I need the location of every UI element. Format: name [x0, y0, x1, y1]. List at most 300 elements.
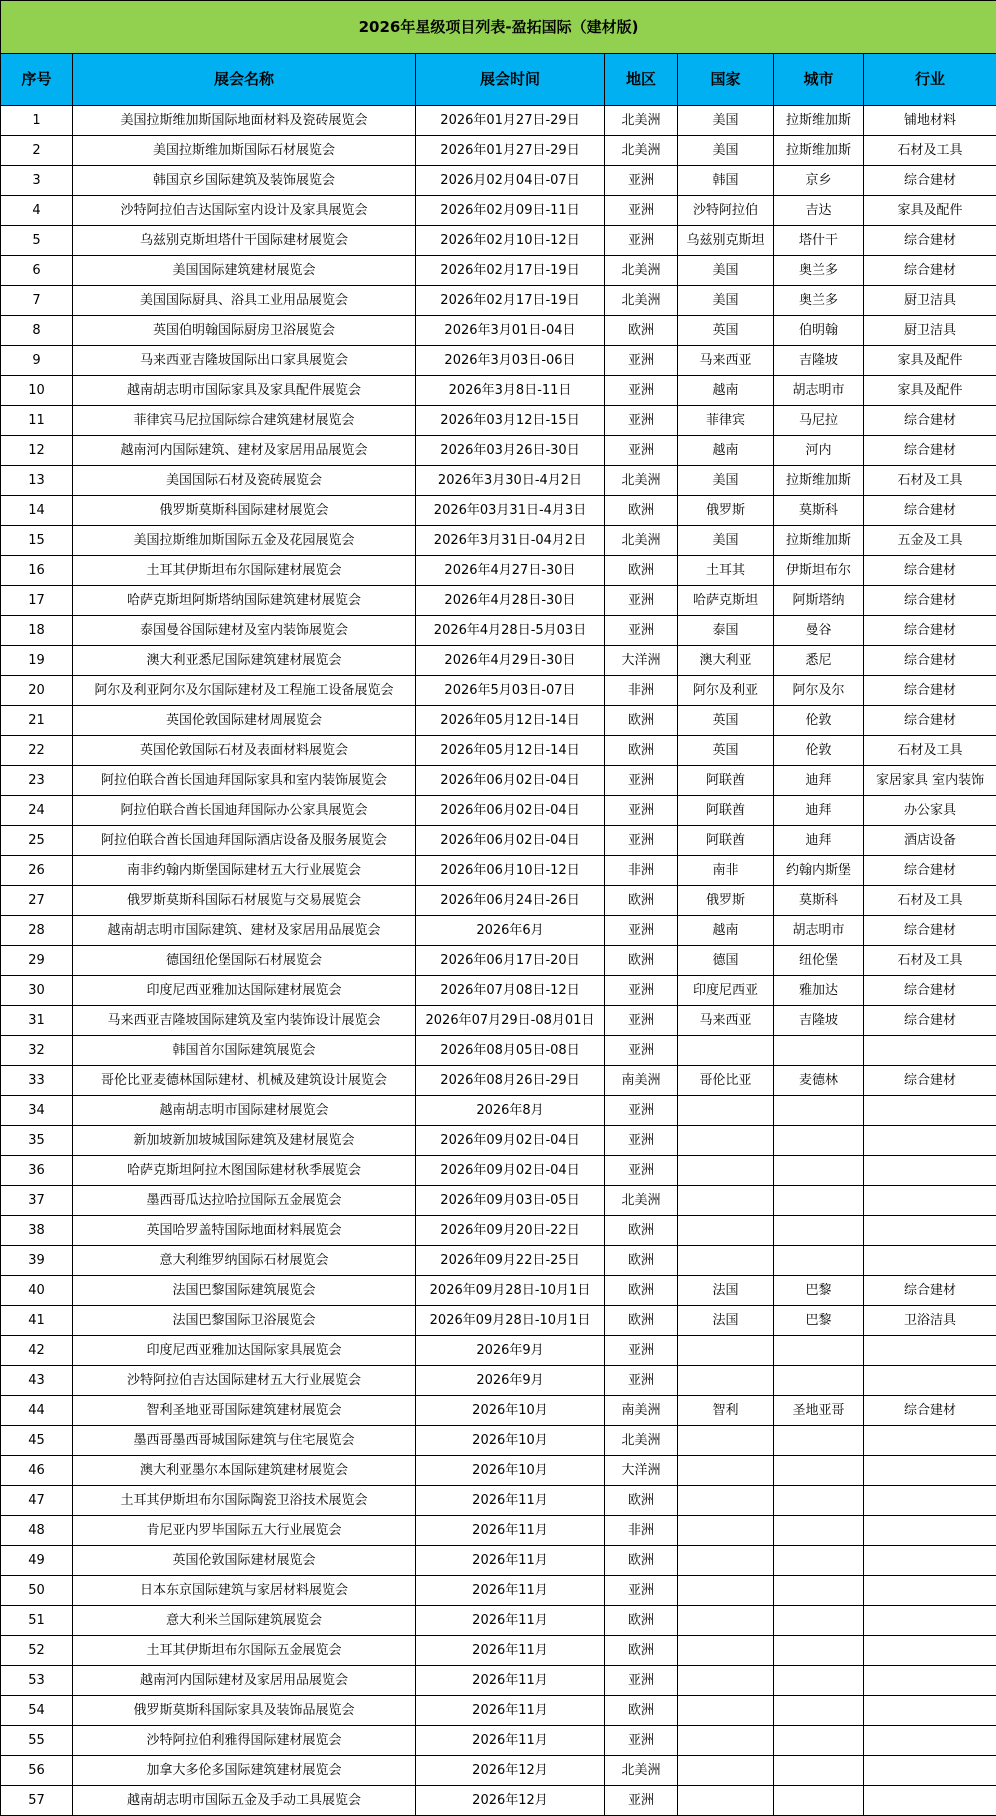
table-row [1, 706, 996, 736]
cell-industry-text: 铺地材料 [864, 112, 996, 129]
cell-date [416, 196, 605, 226]
cell-index [1, 1126, 73, 1156]
cell-industry-text: 综合建材 [864, 412, 996, 429]
cell-country [678, 1066, 774, 1096]
cell-index-text: 15 [1, 532, 72, 549]
cell-name [73, 496, 416, 526]
cell-region [605, 1726, 678, 1756]
cell-date-text: 2026年09月02日-04日 [416, 1132, 604, 1149]
cell-date-text: 2026年11月 [416, 1672, 604, 1689]
cell-index [1, 1486, 73, 1516]
cell-name [73, 886, 416, 916]
cell-industry [864, 1396, 996, 1426]
cell-name [73, 1096, 416, 1126]
cell-date [416, 466, 605, 496]
cell-industry-text: 石材及工具 [864, 742, 996, 759]
cell-country [678, 1186, 774, 1216]
cell-date-text: 2026年02月17日-19日 [416, 262, 604, 279]
cell-index-text: 41 [1, 1312, 72, 1329]
cell-country-text: 阿联酋 [678, 802, 773, 819]
cell-region [605, 1636, 678, 1666]
cell-industry-text: 酒店设备 [864, 832, 996, 849]
cell-date-text: 2026年3月8日-11日 [416, 382, 604, 399]
cell-index [1, 1786, 73, 1816]
cell-name-text: 印度尼西亚雅加达国际建材展览会 [73, 982, 415, 999]
cell-city-text: 吉隆坡 [774, 1012, 863, 1029]
cell-date-text: 2026年11月 [416, 1642, 604, 1659]
cell-region [605, 1306, 678, 1336]
cell-date [416, 526, 605, 556]
cell-name-text: 沙特阿拉伯吉达国际建材五大行业展览会 [73, 1372, 415, 1389]
cell-city-text: 莫斯科 [774, 502, 863, 519]
cell-region [605, 946, 678, 976]
cell-industry [864, 1636, 996, 1666]
cell-city-text: 胡志明市 [774, 922, 863, 939]
cell-name-text: 韩国京乡国际建筑及装饰展览会 [73, 172, 415, 189]
cell-date [416, 1786, 605, 1816]
cell-region [605, 136, 678, 166]
cell-region-text: 欧洲 [605, 1702, 677, 1719]
cell-index-text: 4 [1, 202, 72, 219]
cell-city [774, 1696, 864, 1726]
cell-name [73, 586, 416, 616]
cell-city-text: 马尼拉 [774, 412, 863, 429]
table-row [1, 136, 996, 166]
cell-country [678, 1696, 774, 1726]
cell-city-text: 吉达 [774, 202, 863, 219]
cell-country-text: 韩国 [678, 172, 773, 189]
cell-name-text: 墨西哥瓜达拉哈拉国际五金展览会 [73, 1192, 415, 1209]
cell-region-text: 北美洲 [605, 142, 677, 159]
table-row [1, 1366, 996, 1396]
cell-country [678, 1456, 774, 1486]
cell-city [774, 1186, 864, 1216]
cell-name-text: 阿拉伯联合酋长国迪拜国际家具和室内装饰展览会 [73, 772, 415, 789]
cell-industry [864, 286, 996, 316]
cell-region [605, 1216, 678, 1246]
cell-name [73, 1786, 416, 1816]
cell-region [605, 1066, 678, 1096]
cell-index-text: 20 [1, 682, 72, 699]
cell-industry [864, 916, 996, 946]
cell-index-text: 30 [1, 982, 72, 999]
cell-region-text: 亚洲 [605, 1672, 677, 1689]
cell-index-text: 28 [1, 922, 72, 939]
table-row [1, 526, 996, 556]
header-industry: 行业 [864, 54, 996, 106]
cell-country [678, 916, 774, 946]
cell-index-text: 11 [1, 412, 72, 429]
cell-region-text: 亚洲 [605, 1342, 677, 1359]
cell-date [416, 346, 605, 376]
cell-industry-text: 综合建材 [864, 1012, 996, 1029]
cell-name-text: 美国国际建筑建材展览会 [73, 262, 415, 279]
cell-index-text: 52 [1, 1642, 72, 1659]
table-row [1, 1306, 996, 1336]
cell-index [1, 166, 73, 196]
cell-industry [864, 1246, 996, 1276]
cell-industry [864, 196, 996, 226]
cell-index [1, 1186, 73, 1216]
cell-industry [864, 1576, 996, 1606]
cell-country-text: 美国 [678, 292, 773, 309]
header-index: 序号 [1, 54, 73, 106]
cell-city [774, 136, 864, 166]
cell-date-text: 2026年4月29日-30日 [416, 652, 604, 669]
cell-country-text: 法国 [678, 1282, 773, 1299]
cell-index [1, 766, 73, 796]
cell-name-text: 俄罗斯莫斯科国际家具及装饰品展览会 [73, 1702, 415, 1719]
cell-date-text: 2026年09月22日-25日 [416, 1252, 604, 1269]
cell-date-text: 2026年12月 [416, 1792, 604, 1809]
cell-region-text: 亚洲 [605, 982, 677, 999]
cell-region [605, 556, 678, 586]
cell-name [73, 1696, 416, 1726]
cell-region-text: 南美洲 [605, 1402, 677, 1419]
cell-industry-text: 石材及工具 [864, 952, 996, 969]
cell-city-text: 雅加达 [774, 982, 863, 999]
cell-index [1, 196, 73, 226]
cell-name-text: 越南胡志明市国际建材展览会 [73, 1102, 415, 1119]
cell-date [416, 886, 605, 916]
cell-industry [864, 586, 996, 616]
cell-industry-text: 综合建材 [864, 232, 996, 249]
cell-index [1, 616, 73, 646]
cell-date [416, 256, 605, 286]
cell-country [678, 196, 774, 226]
cell-industry-text: 综合建材 [864, 862, 996, 879]
cell-country [678, 1366, 774, 1396]
cell-name-text: 法国巴黎国际建筑展览会 [73, 1282, 415, 1299]
cell-industry [864, 856, 996, 886]
cell-country-text: 澳大利亚 [678, 652, 773, 669]
cell-date-text: 2026年09月28日-10月1日 [416, 1282, 604, 1299]
cell-city [774, 526, 864, 556]
table-row [1, 646, 996, 676]
cell-country-text: 智利 [678, 1402, 773, 1419]
cell-city [774, 826, 864, 856]
cell-date-text: 2026年03月26日-30日 [416, 442, 604, 459]
cell-region [605, 1156, 678, 1186]
cell-city [774, 1366, 864, 1396]
cell-country-text: 南非 [678, 862, 773, 879]
cell-index-text: 8 [1, 322, 72, 339]
cell-city [774, 1126, 864, 1156]
cell-city-text: 拉斯维加斯 [774, 532, 863, 549]
cell-country-text: 美国 [678, 472, 773, 489]
cell-region [605, 166, 678, 196]
cell-index [1, 1276, 73, 1306]
cell-index [1, 796, 73, 826]
table-row [1, 976, 996, 1006]
cell-country-text: 沙特阿拉伯 [678, 202, 773, 219]
cell-name-text: 澳大利亚墨尔本国际建筑建材展览会 [73, 1462, 415, 1479]
cell-name-text: 美国拉斯维加斯国际石材展览会 [73, 142, 415, 159]
cell-industry [864, 946, 996, 976]
cell-index [1, 256, 73, 286]
cell-industry-text: 综合建材 [864, 562, 996, 579]
cell-date-text: 2026年08月26日-29日 [416, 1072, 604, 1089]
cell-industry-text: 家具及配件 [864, 352, 996, 369]
cell-index-text: 36 [1, 1162, 72, 1179]
cell-name [73, 796, 416, 826]
cell-region-text: 亚洲 [605, 232, 677, 249]
table-body [1, 106, 996, 1816]
cell-index-text: 40 [1, 1282, 72, 1299]
cell-name [73, 526, 416, 556]
cell-city [774, 1036, 864, 1066]
cell-industry [864, 1006, 996, 1036]
cell-country [678, 1516, 774, 1546]
cell-name [73, 766, 416, 796]
cell-date [416, 1036, 605, 1066]
cell-city [774, 1576, 864, 1606]
cell-city-text: 拉斯维加斯 [774, 472, 863, 489]
cell-name-text: 马来西亚吉隆坡国际建筑及室内装饰设计展览会 [73, 1012, 415, 1029]
cell-city-text: 伦敦 [774, 712, 863, 729]
cell-index [1, 1306, 73, 1336]
cell-region [605, 106, 678, 136]
cell-index [1, 886, 73, 916]
cell-region-text: 欧洲 [605, 742, 677, 759]
cell-index [1, 826, 73, 856]
cell-name [73, 706, 416, 736]
cell-industry [864, 1516, 996, 1546]
cell-city [774, 436, 864, 466]
cell-date [416, 1306, 605, 1336]
table-row [1, 556, 996, 586]
cell-country [678, 1546, 774, 1576]
cell-industry [864, 646, 996, 676]
cell-city [774, 316, 864, 346]
cell-index-text: 25 [1, 832, 72, 849]
cell-city [774, 376, 864, 406]
cell-index-text: 27 [1, 892, 72, 909]
cell-city [774, 946, 864, 976]
cell-city [774, 616, 864, 646]
cell-industry [864, 106, 996, 136]
cell-city-text: 麦德林 [774, 1072, 863, 1089]
cell-region-text: 亚洲 [605, 1042, 677, 1059]
cell-region-text: 欧洲 [605, 502, 677, 519]
cell-city-text: 伯明翰 [774, 322, 863, 339]
table-row [1, 1396, 996, 1426]
cell-name-text: 英国伦敦国际石材及表面材料展览会 [73, 742, 415, 759]
cell-industry-text: 综合建材 [864, 682, 996, 699]
cell-country [678, 496, 774, 526]
cell-index-text: 13 [1, 472, 72, 489]
cell-name [73, 256, 416, 286]
cell-date [416, 1096, 605, 1126]
cell-industry-text: 家具及配件 [864, 202, 996, 219]
cell-region-text: 欧洲 [605, 712, 677, 729]
cell-region-text: 亚洲 [605, 352, 677, 369]
cell-region [605, 406, 678, 436]
cell-country-text: 美国 [678, 142, 773, 159]
cell-index-text: 17 [1, 592, 72, 609]
cell-index [1, 1546, 73, 1576]
cell-country [678, 1486, 774, 1516]
cell-date [416, 1246, 605, 1276]
cell-country-text: 印度尼西亚 [678, 982, 773, 999]
cell-region [605, 496, 678, 526]
cell-date-text: 2026年3月31日-04月2日 [416, 532, 604, 549]
cell-name [73, 1036, 416, 1066]
table-row [1, 946, 996, 976]
cell-country [678, 1336, 774, 1366]
cell-index-text: 18 [1, 622, 72, 639]
cell-country-text: 越南 [678, 382, 773, 399]
header-name: 展会名称 [73, 54, 416, 106]
cell-industry [864, 1666, 996, 1696]
cell-name-text: 土耳其伊斯坦布尔国际五金展览会 [73, 1642, 415, 1659]
cell-country-text: 越南 [678, 442, 773, 459]
cell-date-text: 2026年05月12日-14日 [416, 712, 604, 729]
cell-city [774, 736, 864, 766]
cell-region [605, 916, 678, 946]
cell-name-text: 泰国曼谷国际建材及室内装饰展览会 [73, 622, 415, 639]
cell-date-text: 2026年4月28日-30日 [416, 592, 604, 609]
cell-country [678, 226, 774, 256]
cell-index-text: 34 [1, 1102, 72, 1119]
cell-industry [864, 226, 996, 256]
cell-name-text: 英国伦敦国际建材周展览会 [73, 712, 415, 729]
cell-date [416, 766, 605, 796]
cell-country-text: 土耳其 [678, 562, 773, 579]
cell-date [416, 1216, 605, 1246]
cell-index-text: 53 [1, 1672, 72, 1689]
cell-date [416, 556, 605, 586]
cell-index [1, 1066, 73, 1096]
cell-name-text: 哈萨克斯坦阿拉木图国际建材秋季展览会 [73, 1162, 415, 1179]
cell-index [1, 1576, 73, 1606]
cell-date-text: 2026年06月10日-12日 [416, 862, 604, 879]
cell-index-text: 46 [1, 1462, 72, 1479]
cell-date [416, 1666, 605, 1696]
cell-region [605, 1246, 678, 1276]
table-row [1, 1696, 996, 1726]
cell-region-text: 亚洲 [605, 202, 677, 219]
cell-country [678, 736, 774, 766]
cell-name [73, 406, 416, 436]
cell-index [1, 706, 73, 736]
cell-industry-text: 五金及工具 [864, 532, 996, 549]
cell-date-text: 2026年06月17日-20日 [416, 952, 604, 969]
cell-date [416, 316, 605, 346]
cell-index-text: 10 [1, 382, 72, 399]
cell-name-text: 日本东京国际建筑与家居材料展览会 [73, 1582, 415, 1599]
cell-city [774, 1786, 864, 1816]
cell-date [416, 1576, 605, 1606]
cell-name [73, 1396, 416, 1426]
cell-city [774, 1156, 864, 1186]
cell-city-text: 迪拜 [774, 802, 863, 819]
cell-name [73, 946, 416, 976]
cell-date-text: 2026年10月 [416, 1432, 604, 1449]
cell-date [416, 226, 605, 256]
cell-region [605, 1336, 678, 1366]
header-row [1, 54, 996, 106]
cell-region-text: 亚洲 [605, 592, 677, 609]
cell-name-text: 阿拉伯联合酋长国迪拜国际办公家具展览会 [73, 802, 415, 819]
cell-region-text: 大洋洲 [605, 652, 677, 669]
cell-name [73, 1366, 416, 1396]
cell-index-text: 57 [1, 1792, 72, 1809]
cell-index [1, 1606, 73, 1636]
table-row [1, 436, 996, 466]
cell-city-text: 巴黎 [774, 1312, 863, 1329]
cell-industry-text: 综合建材 [864, 1282, 996, 1299]
cell-city [774, 1216, 864, 1246]
cell-country [678, 1096, 774, 1126]
cell-index-text: 7 [1, 292, 72, 309]
cell-region [605, 436, 678, 466]
cell-index [1, 526, 73, 556]
cell-city-text: 塔什干 [774, 232, 863, 249]
cell-region-text: 亚洲 [605, 832, 677, 849]
cell-date-text: 2026年02月10日-12日 [416, 232, 604, 249]
cell-date-text: 2026年06月02日-04日 [416, 772, 604, 789]
cell-industry [864, 1426, 996, 1456]
cell-index-text: 16 [1, 562, 72, 579]
cell-country [678, 976, 774, 1006]
cell-country-text: 马来西亚 [678, 1012, 773, 1029]
cell-city [774, 886, 864, 916]
cell-industry [864, 1156, 996, 1186]
cell-city [774, 1336, 864, 1366]
table-row [1, 1456, 996, 1486]
cell-industry [864, 1066, 996, 1096]
cell-name [73, 1606, 416, 1636]
cell-country-text: 阿联酋 [678, 772, 773, 789]
cell-country [678, 646, 774, 676]
cell-date [416, 796, 605, 826]
cell-name [73, 1666, 416, 1696]
cell-index [1, 1696, 73, 1726]
table-row [1, 586, 996, 616]
cell-index [1, 1096, 73, 1126]
cell-index-text: 33 [1, 1072, 72, 1089]
cell-industry [864, 1546, 996, 1576]
cell-region-text: 南美洲 [605, 1072, 677, 1089]
cell-date [416, 496, 605, 526]
cell-name-text: 智利圣地亚哥国际建筑建材展览会 [73, 1402, 415, 1419]
cell-region-text: 大洋洲 [605, 1462, 677, 1479]
cell-country [678, 886, 774, 916]
cell-city [774, 1276, 864, 1306]
cell-name-text: 俄罗斯莫斯科国际石材展览与交易展览会 [73, 892, 415, 909]
cell-country [678, 1036, 774, 1066]
cell-region [605, 676, 678, 706]
cell-region [605, 1366, 678, 1396]
cell-date-text: 2026年05月12日-14日 [416, 742, 604, 759]
cell-name-text: 韩国首尔国际建筑展览会 [73, 1042, 415, 1059]
cell-region-text: 非洲 [605, 862, 677, 879]
cell-region-text: 欧洲 [605, 1312, 677, 1329]
cell-index-text: 51 [1, 1612, 72, 1629]
cell-region [605, 316, 678, 346]
cell-country-text: 阿尔及利亚 [678, 682, 773, 699]
cell-region-text: 欧洲 [605, 1222, 677, 1239]
cell-region-text: 非洲 [605, 1522, 677, 1539]
cell-date-text: 2026年3月30日-4月2日 [416, 472, 604, 489]
cell-date-text: 2026年06月02日-04日 [416, 832, 604, 849]
table-row [1, 1786, 996, 1816]
cell-country [678, 796, 774, 826]
cell-index [1, 1516, 73, 1546]
cell-date [416, 1126, 605, 1156]
cell-date [416, 106, 605, 136]
